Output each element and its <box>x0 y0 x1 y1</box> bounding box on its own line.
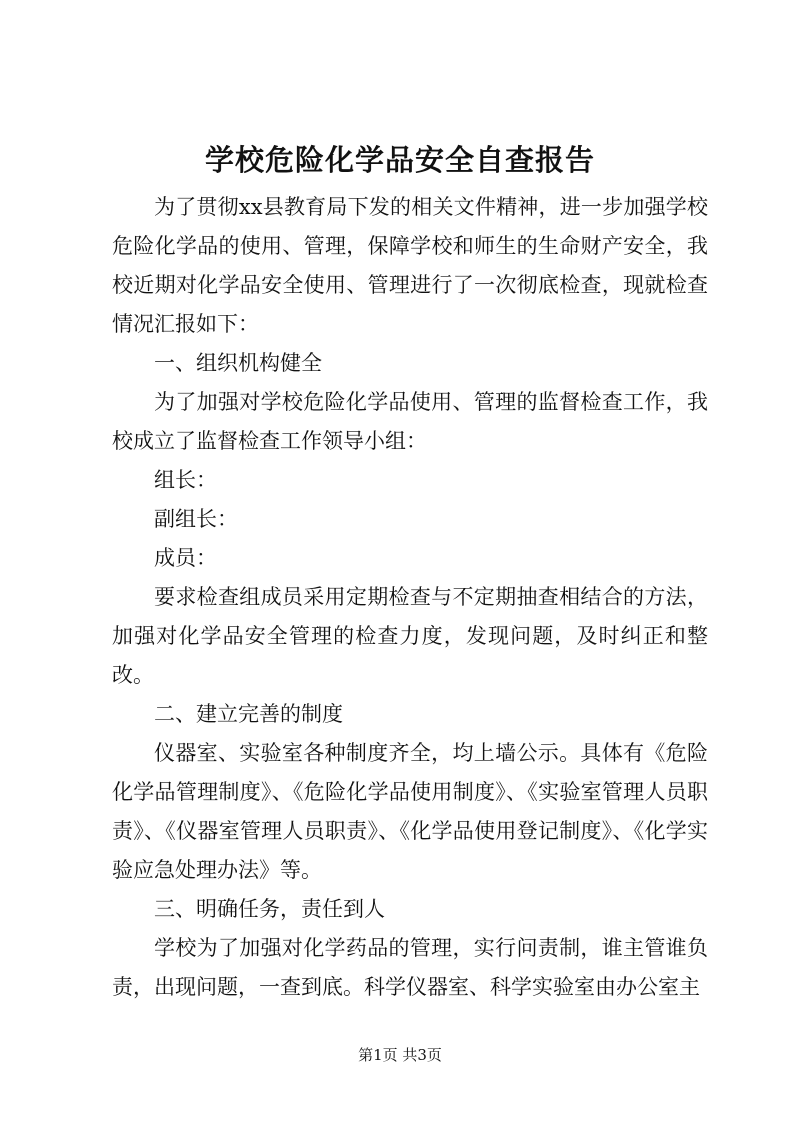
paragraph-responsibility: 学校为了加强对化学药品的管理，实行问责制，谁主管谁负责，出现问题，一查到底。科学仪器室、科学实验室由办公室主 <box>112 936 708 999</box>
paragraph-members: 成员： <box>154 546 217 570</box>
paragraph-leadership-group: 为了加强对学校危险化学品使用、管理的监督检查工作，我校成立了监督检查工作领导小组： <box>112 390 708 453</box>
section-heading-2: 二、建立完善的制度 <box>154 702 343 726</box>
document-title: 学校危险化学品安全自查报告 <box>204 143 595 177</box>
document-body <box>112 188 708 1007</box>
paragraph-group-leader: 组长： <box>154 468 217 492</box>
paragraph-regulations: 仪器室、实验室各种制度齐全，均上墙公示。具体有《危险化学品管理制度》、《危险化学品使用制度》、《实验室管理人员职责》、《仪器室管理人员职责》、《化学品使用登记制度》、《化学实验应急处理办法》等。 <box>112 741 708 882</box>
paragraph-inspection-method: 要求检查组成员采用定期检查与不定期抽查相结合的方法，加强对化学品安全管理的检查力度，发现问题，及时纠正和整改。 <box>112 585 708 687</box>
section-heading-1: 一、组织机构健全 <box>154 351 322 375</box>
section-heading-3: 三、明确任务，责任到人 <box>154 897 385 921</box>
paragraph-intro: 为了贯彻xx县教育局下发的相关文件精神，进一步加强学校危险化学品的使用、管理，保障学校和师生的生命财产安全，我校近期对化学品安全使用、管理进行了一次彻底检查，现就检查情况汇报如下： <box>112 195 708 336</box>
paragraph-deputy-leader: 副组长： <box>154 507 238 531</box>
page-footer: 第1页 共3页 <box>358 1046 442 1064</box>
